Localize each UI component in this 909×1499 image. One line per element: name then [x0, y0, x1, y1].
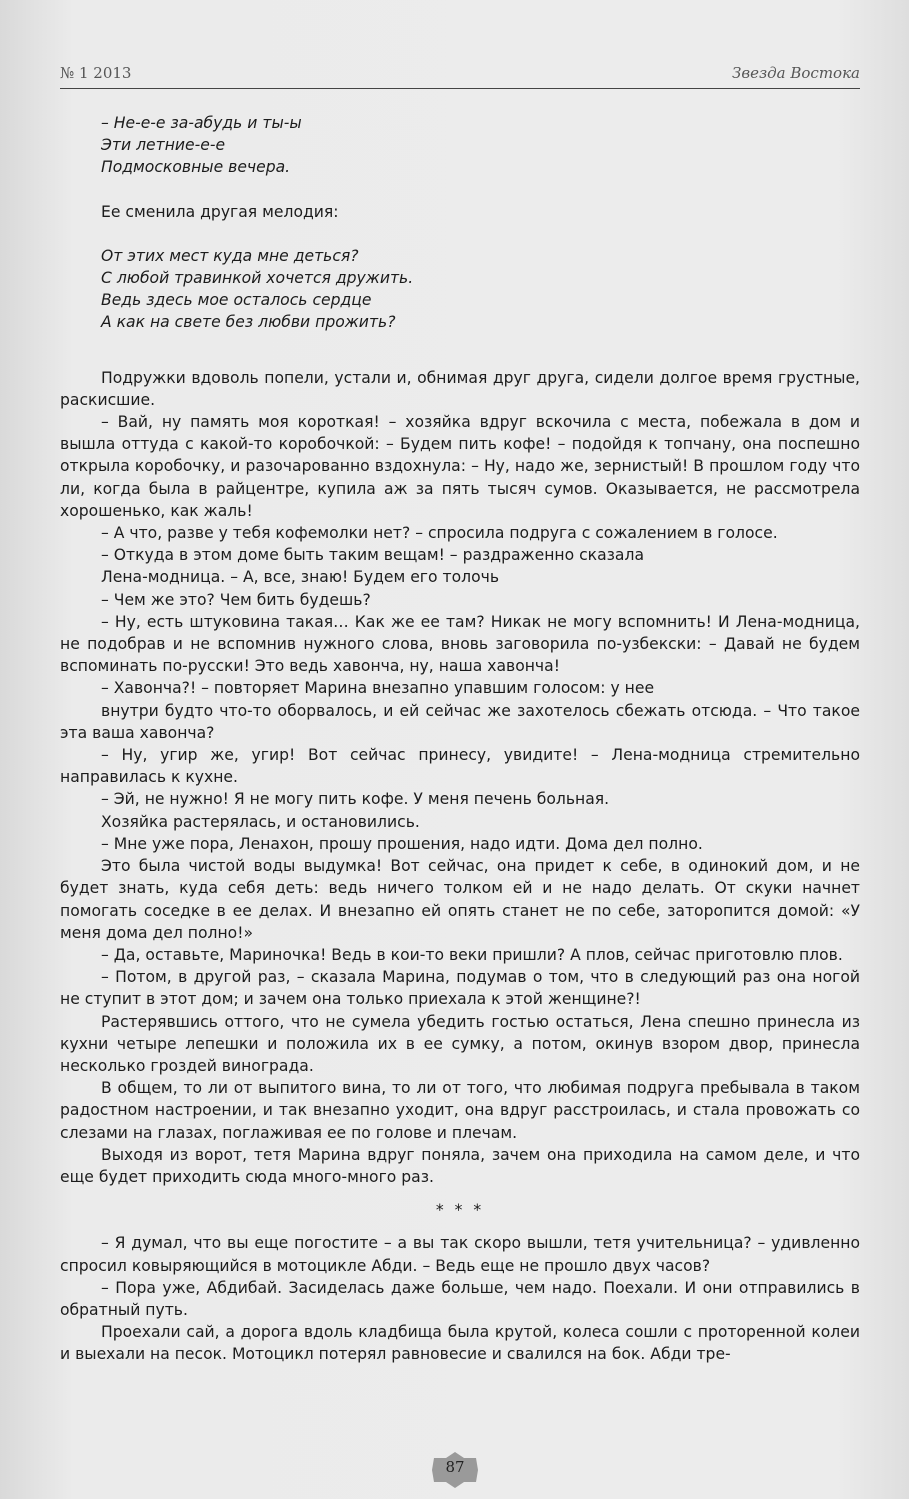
article-body — [60, 112, 860, 1366]
paragraph: – Откуда в этом доме быть таким вещам! – раздраженно сказала — [101, 546, 644, 565]
song-verse-1 — [101, 112, 860, 179]
paragraph: Ее сменила другая мелодия: — [101, 202, 339, 221]
paragraph: Выходя из ворот, тетя Марина вдруг поняла, зачем она приходила на самом деле, и что еще будет приходить сюда много-много раз. — [60, 1145, 860, 1186]
song-verse-2 — [101, 245, 860, 334]
verse-line: Подмосковные вечера. — [101, 158, 291, 177]
running-header — [60, 60, 860, 89]
paragraph: Хозяйка растерялась, и остановились. — [101, 812, 420, 831]
paragraph: – Ну, есть штуковина такая… Как же ее там? Никак не могу вспомнить! И Лена-модница, не подобрав и не вспомнив нужного слова, вновь заговорила по-узбекски: – Давай не будем вспоминать по-русски! Это ведь хавонча, ну, наша хавонча! — [60, 612, 860, 676]
paragraph: внутри будто что-то оборвалось, и ей сейчас же захотелось сбежать отсюда. – Что такое эта ваша хавонча? — [60, 701, 860, 742]
paragraph: – А что, разве у тебя кофемолки нет? – спросила подруга с сожалением в голосе. — [101, 524, 778, 543]
paragraph: – Да, оставьте, Мариночка! Ведь в кои-то веки пришли? А плов, сейчас приготовлю плов. — [101, 945, 843, 964]
paragraph: Проехали сай, а дорога вдоль кладбища была крутой, колеса сошли с проторенной колеи и выехали на песок. Мотоцикл потерял равновесие и свалился на бок. Абди тре- — [60, 1323, 860, 1364]
paragraph: В общем, то ли от выпитого вина, то ли от того, что любимая подруга пребывала в таком радостном настроении, и так внезапно уходит, она вдруг расстроилась, и стала провожать со слезами на глазах, поглаживая ее по голове и плечам. — [60, 1079, 860, 1142]
section-separator: * * * — [435, 1201, 485, 1220]
issue-number: № 1 2013 — [60, 64, 132, 82]
page-number: 87 — [445, 1458, 465, 1476]
verse-line: Эти летние-е-е — [101, 136, 226, 155]
paragraph: Это была чистой воды выдумка! Вот сейчас, она придет к себе, в одинокий дом, и не будет знать, куда себя деть: ведь ничего толком ей и не надо делать. От скуки начнет помогать соседке в ее делах. И внезапно ей опять станет не по себе, заторопится домой: «У меня дома дел полно!» — [60, 857, 860, 942]
paragraph: – Ну, угир же, угир! Вот сейчас принесу, увидите! – Лена-модница стремительно направилась к кухне. — [60, 746, 860, 787]
paragraph: Растерявшись оттого, что не сумела убедить гостью остаться, Лена спешно принесла из кухни четыре лепешки и положила их в ее сумку, а потом, окинув взором двор, принесла несколько гроздей винограда. — [60, 1012, 860, 1075]
paragraph: Подружки вдоволь попели, устали и, обнимая друг друга, сидели долгое время грустные, раскисшие. — [60, 368, 860, 409]
verse-line: С любой травинкой хочется дружить. — [101, 269, 414, 288]
paragraph: – Вай, ну память моя короткая! – хозяйка вдруг вскочила с места, побежала в дом и вышла оттуда с какой-то коробочкой: – Будем пить кофе! – подойдя к топчану, она поспешно открыла коробочку, и разочарованно вздохнула: – Ну, надо же, зернистый! В прошлом году что ли, когда была в райцентре, купила аж за пять тысяч сумов. Оказывается, не рассмотрела хорошенько, как жаль! — [60, 413, 860, 520]
verse-line: – Не-е-е за-абудь и ты-ы — [101, 114, 302, 132]
paragraph: – Хавонча?! – повторяет Марина внезапно упавшим голосом: у нее — [101, 679, 655, 698]
paragraph: – Чем же это? Чем бить будешь? — [101, 590, 371, 609]
journal-title: Звезда Востока — [732, 64, 860, 82]
verse-line: А как на свете без любви прожить? — [101, 313, 396, 332]
paragraph: – Эй, не нужно! Я не могу пить кофе. У меня печень больная. — [101, 790, 610, 809]
verse-line: От этих мест куда мне деться? — [101, 246, 359, 265]
verse-line: Ведь здесь мое осталось сердце — [101, 291, 372, 310]
paragraph: – Потом, в другой раз, – сказала Марина, подумав о том, что в следующий раз она ногой не ступит в этот дом; и зачем она только приехала к этой женщине?! — [60, 968, 860, 1009]
page-number-badge — [428, 1450, 482, 1490]
paragraph: – Я думал, что вы еще погостите – а вы так скоро вышли, тетя учительница? – удивленно спросил ковыряющийся в мотоцикле Абди. – Ведь еще не прошло двух часов? — [60, 1234, 860, 1275]
paragraph: Лена-модница. – А, все, знаю! Будем его толочь — [101, 568, 500, 587]
paragraph: – Пора уже, Абдибай. Засиделась даже больше, чем надо. Поехали. И они отправились в обратный путь. — [60, 1278, 860, 1319]
paragraph: – Мне уже пора, Ленахон, прошу прошения, надо идти. Дома дел полно. — [101, 834, 703, 853]
